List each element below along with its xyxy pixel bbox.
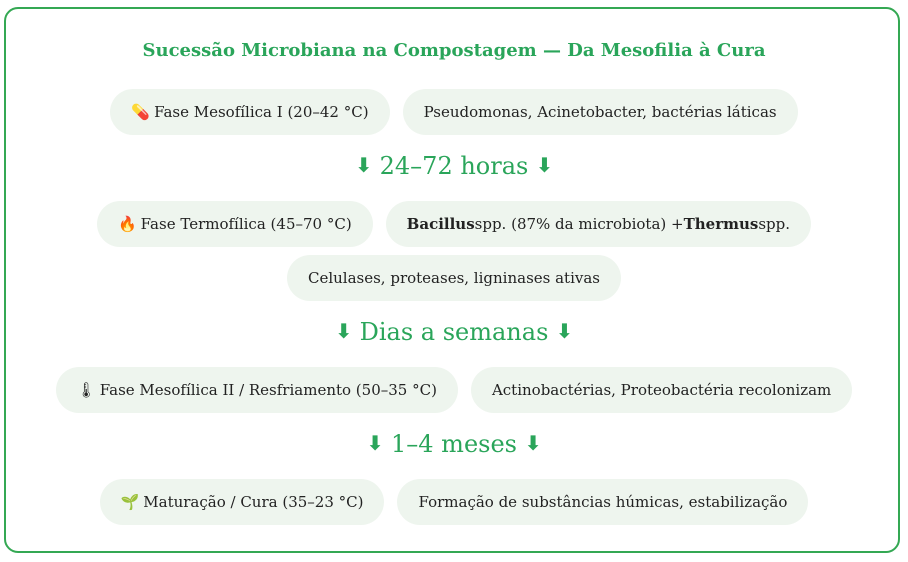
diagram-title: Sucessão Microbiana na Compostagem — Da Mesofilia à Cura	[142, 40, 766, 61]
phase-2-label-pill	[97, 201, 373, 247]
phase-row-4	[0, 479, 908, 525]
down-arrow-icon: ⬇	[355, 153, 372, 177]
transition-3	[0, 430, 908, 458]
down-arrow-icon: ⬇	[335, 319, 352, 343]
phase-3-detail: Actinobactérias, Proteobactéria recolonizam	[491, 381, 832, 399]
phase-2-detail-text-1: spp. (87% da microbiota) +	[474, 215, 684, 233]
phase-3-label: Fase Mesofílica II / Resfriamento (50–35 °C)	[99, 381, 437, 399]
phase-row-3	[0, 367, 908, 413]
down-arrow-icon: ⬇	[366, 431, 384, 455]
phase-4-detail-pill	[397, 479, 808, 525]
phase-2-detail-pill	[386, 201, 811, 247]
transition-3-label: 1–4 meses	[391, 430, 517, 458]
phase-4-label-pill	[100, 479, 385, 525]
thermometer-icon: 🌡	[76, 381, 96, 399]
pill-capsule-icon: 💊	[131, 103, 151, 121]
phase-row-2	[0, 201, 908, 247]
phase-1-detail-pill	[403, 89, 798, 135]
organism-bacillus: Bacillus	[406, 215, 475, 233]
down-arrow-icon: ⬇	[556, 319, 573, 343]
phase-2-label: Fase Termofílica (45–70 °C)	[140, 215, 352, 233]
phase-4-label: Maturação / Cura (35–23 °C)	[143, 493, 364, 511]
phase-1-label: Fase Mesofílica I (20–42 °C)	[154, 103, 369, 121]
phase-1-detail: Pseudomonas, Acinetobacter, bactérias láticas	[423, 103, 777, 121]
transition-1	[0, 152, 908, 180]
phase-1-label-pill	[110, 89, 389, 135]
transition-2	[0, 318, 908, 346]
seedling-icon: 🌱	[120, 493, 140, 511]
phase-row-2-extra	[0, 255, 908, 301]
phase-3-label-pill	[56, 367, 458, 413]
phase-2-extra: Celulases, proteases, ligninases ativas	[307, 269, 600, 287]
transition-1-label: 24–72 horas	[379, 152, 529, 180]
transition-2-label: Dias a semanas	[359, 318, 549, 346]
fire-icon: 🔥	[117, 215, 137, 233]
organism-thermus: Thermus	[683, 215, 759, 233]
phase-row-1	[0, 89, 908, 135]
down-arrow-icon: ⬇	[536, 153, 553, 177]
phase-4-detail: Formação de substâncias húmicas, estabilização	[418, 493, 788, 511]
phase-2-detail-text-2: spp.	[758, 215, 791, 233]
down-arrow-icon: ⬇	[524, 431, 542, 455]
phase-2-extra-pill	[287, 255, 621, 301]
phase-3-detail-pill	[471, 367, 852, 413]
